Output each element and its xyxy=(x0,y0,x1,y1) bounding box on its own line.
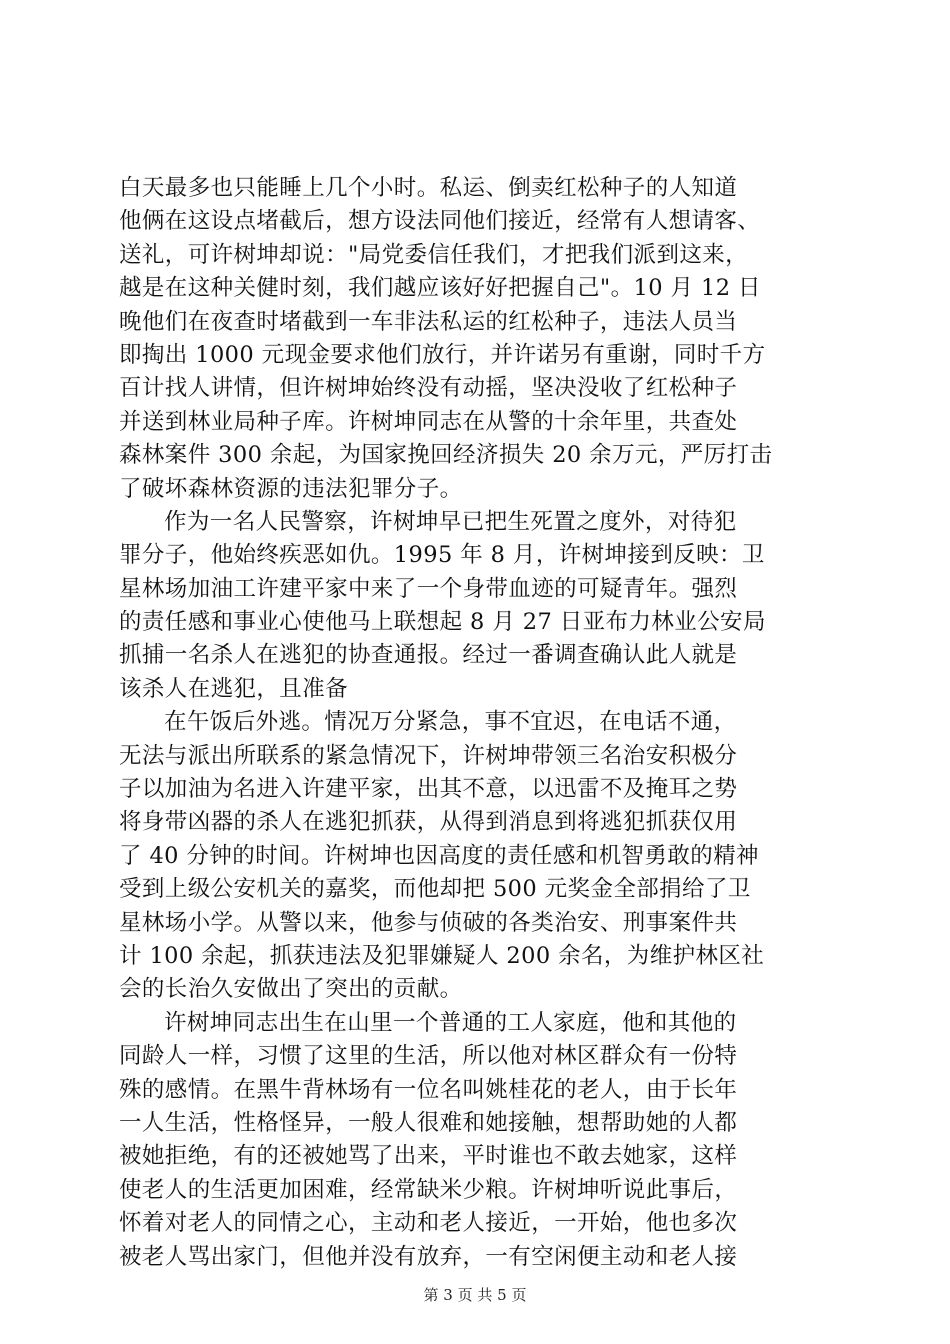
page-number-label: 第 3 页 共 5 页 xyxy=(423,1286,527,1304)
text-line: 计 100 余起，抓获违法及犯罪嫌疑人 200 余名，为维护林区社 xyxy=(119,942,765,969)
document-body xyxy=(119,172,835,1274)
paragraph-first-line: 在午饭后外逃。情况万分紧急，事不宜迟，在电话不通， xyxy=(164,709,737,736)
text-line: 会的长治久安做出了突出的贡献。 xyxy=(119,976,463,1003)
text-line: 被老人骂出家门，但他并没有放弃，一有空闲便主动和老人接 xyxy=(119,1243,738,1270)
text-line: 百计找人讲情，但许树坤始终没有动摇，坚决没收了红松种子 xyxy=(119,375,738,402)
text-line: 同龄人一样，习惯了这里的生活，所以他对林区群众有一份特 xyxy=(119,1043,738,1070)
text-line: 该杀人在逃犯，且准备 xyxy=(119,675,349,702)
text-line: 白天最多也只能睡上几个小时。私运、倒卖红松种子的人知道 xyxy=(119,175,738,201)
text-line: 子以加油为名进入许建平家，出其不意，以迅雷不及掩耳之势 xyxy=(119,776,738,803)
text-line: 并送到林业局种子库。许树坤同志在从警的十余年里，共查处 xyxy=(119,408,738,435)
text-line: 殊的感情。在黑牛背林场有一位名叫姚桂花的老人，由于长年 xyxy=(119,1076,738,1103)
text-line: 越是在这种关健时刻，我们越应该好好把握自己"。10 月 12 日 xyxy=(119,275,761,302)
text-line: 的责任感和事业心使他马上联想起 8 月 27 日亚布力林业公安局 xyxy=(119,609,766,636)
page-footer xyxy=(0,1284,950,1305)
text-line: 他俩在这设点堵截后，想方设法同他们接近，经常有人想请客、 xyxy=(119,208,761,235)
text-line: 送礼，可许树坤却说："局党委信任我们，才把我们派到这来， xyxy=(119,241,749,268)
text-line: 了 40 分钟的时间。许树坤也因高度的责任感和机智勇敢的精神 xyxy=(119,842,759,869)
text-line: 星林场小学。从警以来，他参与侦破的各类治安、刑事案件共 xyxy=(119,909,738,936)
text-line: 晚他们在夜查时堵截到一车非法私运的红松种子，违法人员当 xyxy=(119,308,738,335)
text-line: 使老人的生活更加困难，经常缺米少粮。许树坤听说此事后， xyxy=(119,1176,738,1203)
paragraph-first-line: 作为一名人民警察，许树坤早已把生死置之度外，对待犯 xyxy=(164,508,737,535)
text-line: 将身带凶器的杀人在逃犯抓获，从得到消息到将逃犯抓获仅用 xyxy=(119,809,738,836)
text-line: 罪分子，他始终疾恶如仇。1995 年 8 月，许树坤接到反映：卫 xyxy=(119,542,765,569)
text-line: 一人生活，性格怪异，一般人很难和她接触，想帮助她的人都 xyxy=(119,1109,738,1136)
text-line: 星林场加油工许建平家中来了一个身带血迹的可疑青年。强烈 xyxy=(119,575,738,602)
text-line: 怀着对老人的同情之心，主动和老人接近，一开始，他也多次 xyxy=(119,1210,738,1237)
text-line: 了破坏森林资源的违法犯罪分子。 xyxy=(119,475,463,502)
text-line: 无法与派出所联系的紧急情况下，许树坤带领三名治安积极分 xyxy=(119,742,738,769)
text-line: 受到上级公安机关的嘉奖，而他却把 500 元奖金全部捐给了卫 xyxy=(119,876,751,903)
text-line: 抓捕一名杀人在逃犯的协查通报。经过一番调查确认此人就是 xyxy=(119,642,738,669)
text-line: 即掏出 1000 元现金要求他们放行，并许诺另有重谢，同时千方 xyxy=(119,341,766,368)
text-line: 森林案件 300 余起，为国家挽回经济损失 20 余万元，严厉打击 xyxy=(119,442,773,469)
text-line: 被她拒绝，有的还被她骂了出来，平时谁也不敢去她家，这样 xyxy=(119,1143,738,1170)
paragraph-first-line: 许树坤同志出生在山里一个普通的工人家庭，他和其他的 xyxy=(164,1009,737,1036)
